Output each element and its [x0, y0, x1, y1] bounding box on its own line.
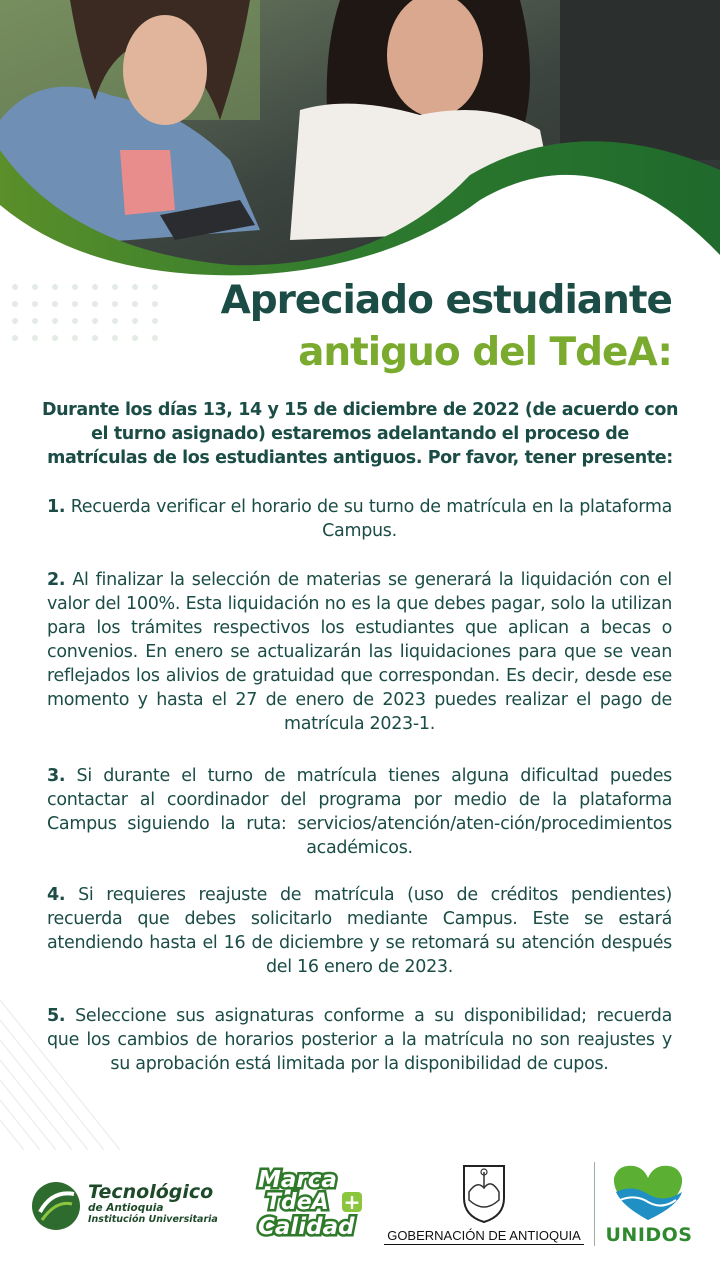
tdea-logo	[32, 1180, 252, 1234]
item-text: Al finalizar la selección de materias se generará la liquidación con el valor del 100%. Esta liquidación no es la que debes pagar, solo la utilizan para los trámites respectivos los estudiantes que aplican a becas o convenios. En enero se actualizarán las liquidaciones para que se vean reflejados los alivios de gratuidad que correspondan. Es decir, desde ese momento y hasta el 27 de enero de 2023 puedes realizar el pago de matrícula 2023-1.	[47, 570, 672, 734]
logo-divider	[594, 1162, 595, 1246]
item-number: 4.	[47, 885, 66, 905]
gobernacion-text: GOBERNACIÓN DE ANTIOQUIA	[384, 1228, 584, 1245]
item-number: 1.	[47, 497, 66, 517]
marca-word: Marca	[258, 1167, 337, 1193]
list-item	[47, 568, 672, 736]
title-line-1: Apreciado estudiante	[220, 278, 672, 323]
title-line-2: antiguo del TdeA:	[298, 330, 672, 375]
coat-of-arms-icon	[459, 1162, 509, 1224]
list-item	[47, 883, 672, 979]
marca-tdea-calidad-logo	[256, 1166, 376, 1244]
unidos-logo	[604, 1162, 694, 1248]
item-text: Si requieres reajuste de matrícula (uso de créditos pendientes) recuerda que debes solicitarlo mediante Campus. Este se estará atendiendo hasta el 16 de diciembre y se retomará su atención después del 16 enero de 2023.	[47, 885, 672, 977]
marca-tdea-word: TdeA	[266, 1190, 329, 1215]
item-number: 3.	[47, 766, 66, 786]
gobernacion-logo	[384, 1162, 584, 1248]
marca-calidad-word: Calidad	[258, 1214, 355, 1240]
tdea-institution: Institución Universitaria	[88, 1214, 218, 1225]
unidos-heart-icon	[610, 1162, 686, 1222]
list-item	[47, 764, 672, 860]
item-text: Seleccione sus asignaturas conforme a su disponibilidad; recuerda que los cambios de horarios posterior a la matrícula no son reajustes y su aprobación está limitada por la disponibilidad de cupos.	[47, 1006, 673, 1074]
unidos-text: UNIDOS	[605, 1224, 693, 1246]
item-text: Si durante el turno de matrícula tienes alguna dificultad puedes contactar al coordinador del programa por medio de la plataforma Campus siguiendo la ruta: servicios/atención/aten-ción/procedimientos académicos.	[47, 766, 673, 858]
item-number: 5.	[47, 1006, 66, 1026]
plus-icon: +	[343, 1190, 361, 1214]
item-number: 2.	[47, 570, 66, 590]
tdea-subtitle: de Antioquia	[88, 1202, 164, 1214]
header-photo	[0, 0, 720, 290]
list-item	[47, 1004, 672, 1076]
list-item	[47, 495, 672, 543]
tdea-name: Tecnológico	[88, 1181, 214, 1203]
tdea-emblem-icon	[32, 1182, 80, 1230]
intro-text: Durante los días 13, 14 y 15 de diciembre de 2022 (de acuerdo con el turno asignado) estaremos adelantando el proceso de matrículas de los estudiantes antiguos. Por favor, tener presente:	[41, 400, 679, 468]
item-text: Recuerda verificar el horario de su turno de matrícula en la plataforma Campus.	[70, 497, 672, 541]
